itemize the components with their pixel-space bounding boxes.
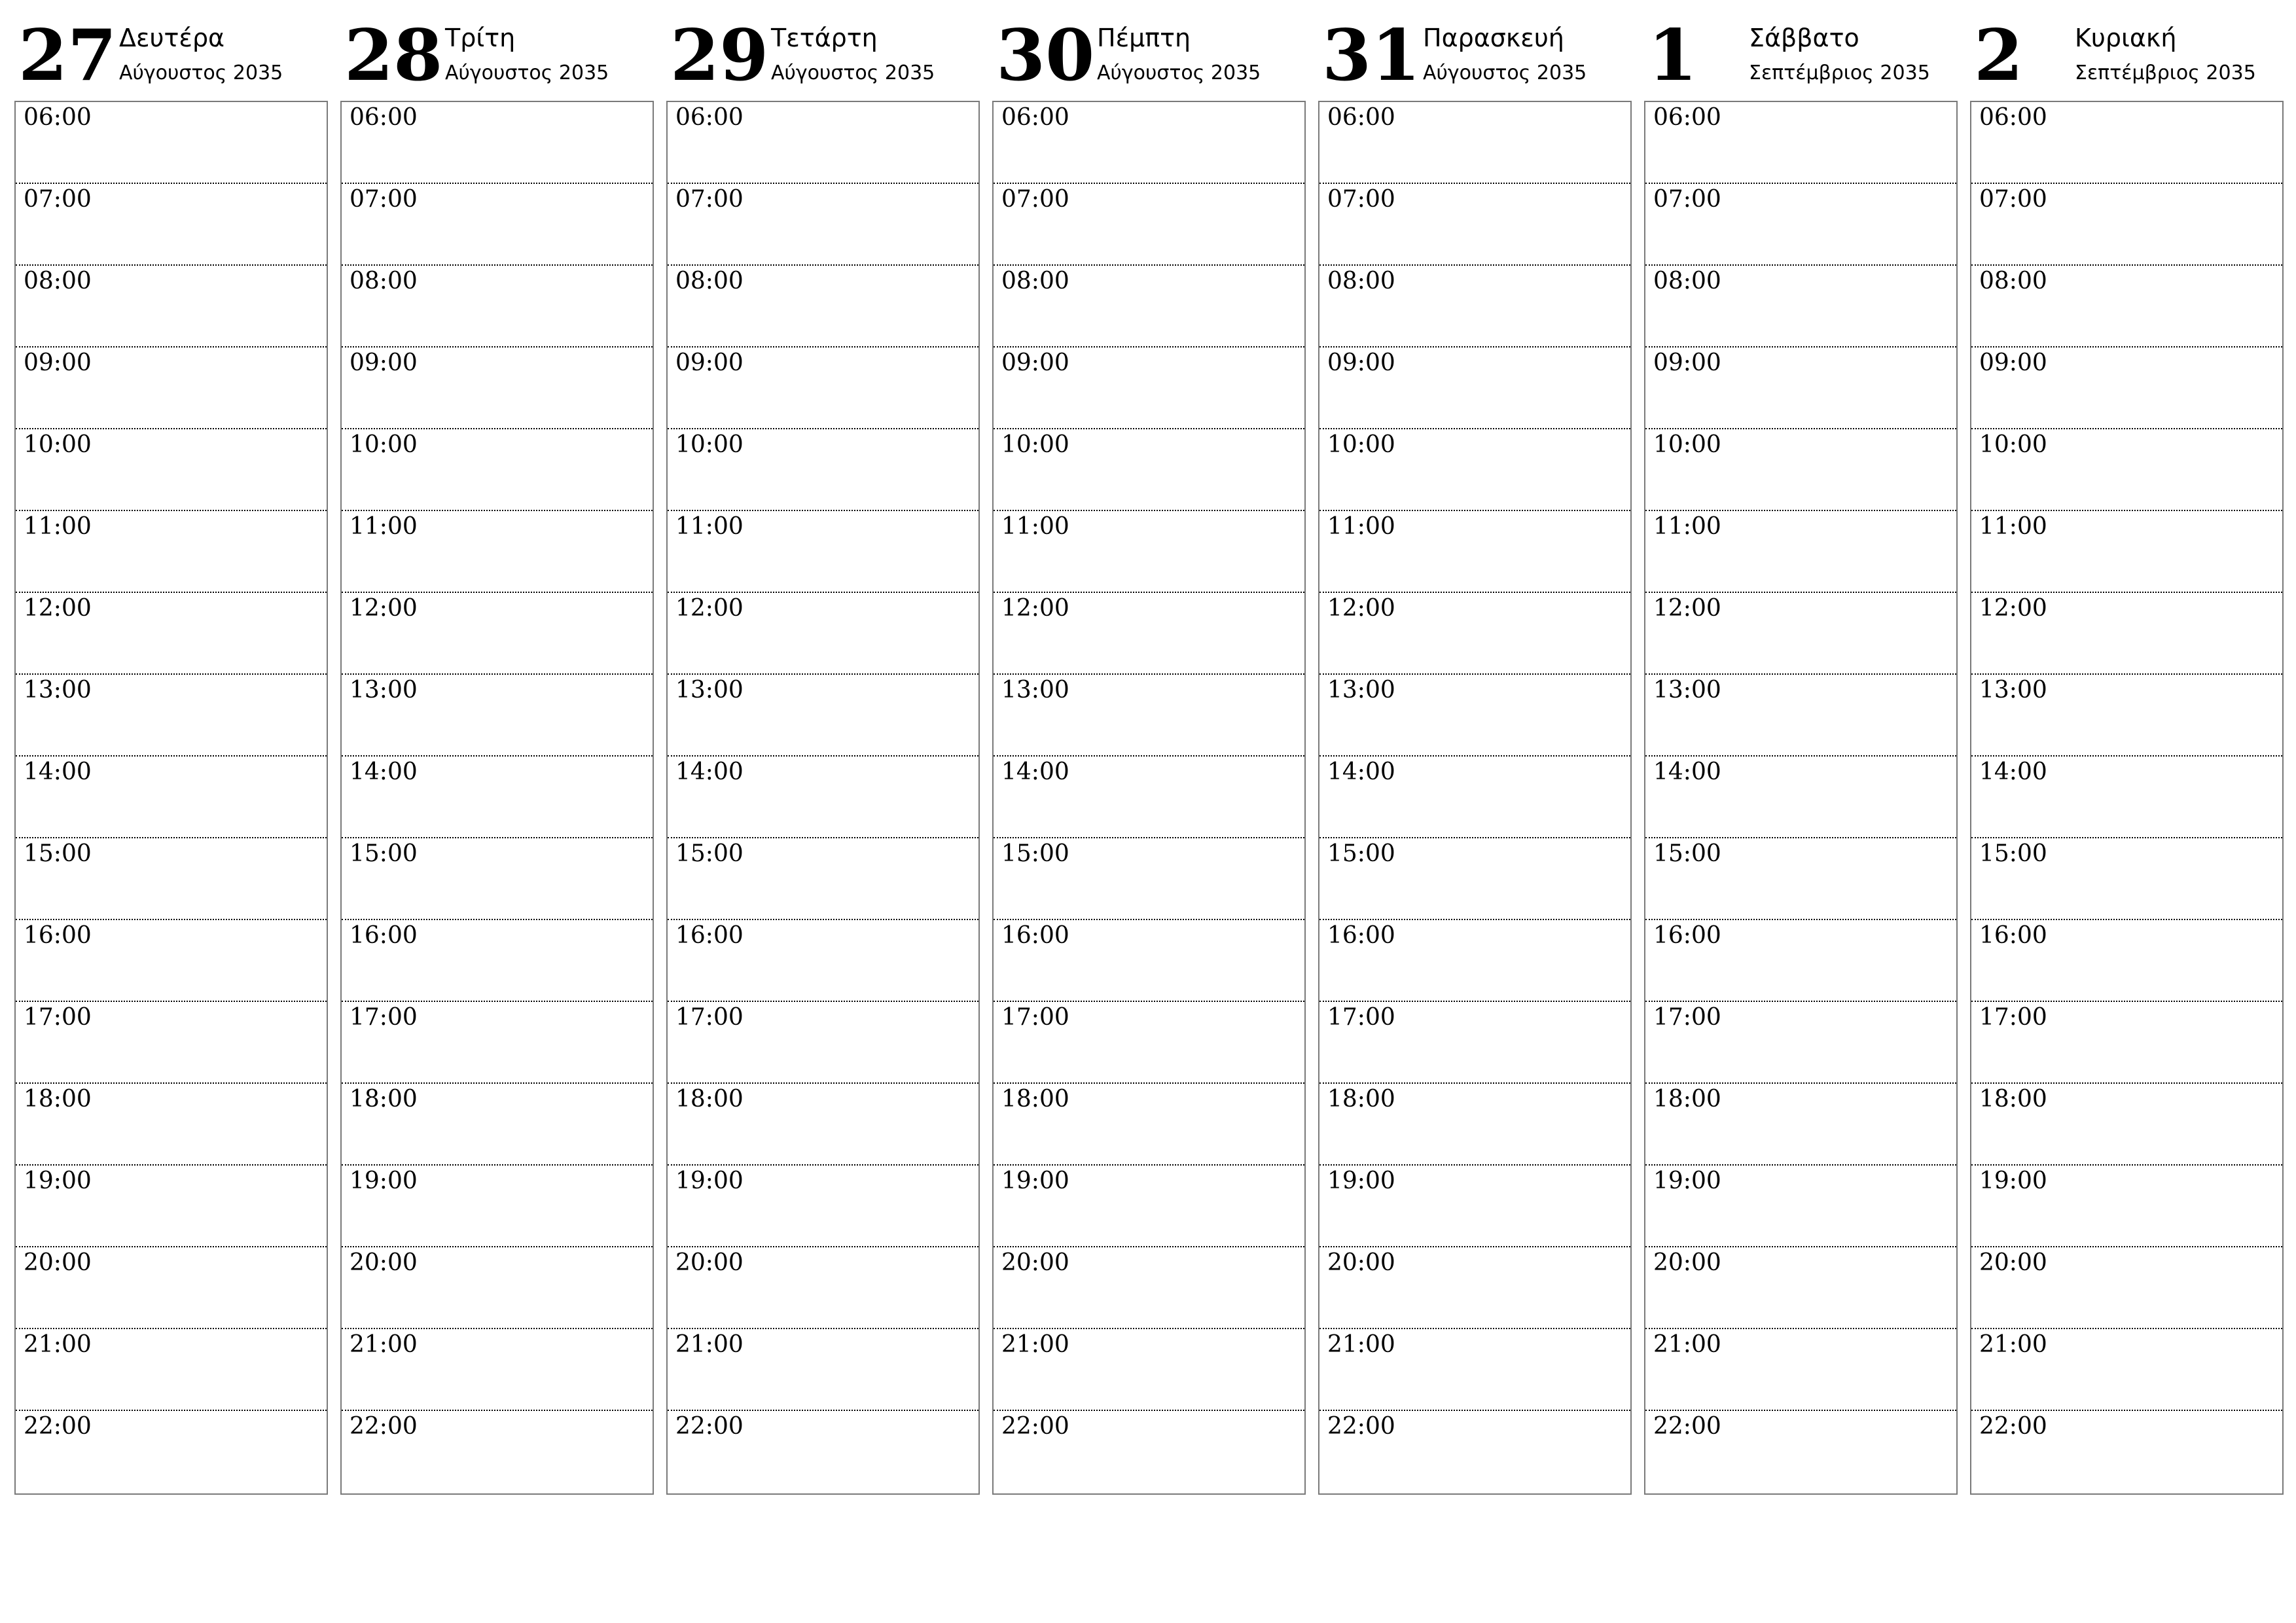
hour-slot[interactable]	[342, 675, 653, 757]
hour-label: 22:00	[1001, 1413, 1069, 1440]
hour-slot[interactable]	[994, 675, 1304, 757]
hour-slot[interactable]	[1645, 1247, 1956, 1329]
hour-slot[interactable]	[994, 348, 1304, 429]
hour-label: 18:00	[675, 1086, 744, 1113]
hour-slot[interactable]	[342, 429, 653, 511]
hour-label: 13:00	[1001, 677, 1069, 704]
hour-label: 10:00	[24, 431, 92, 458]
hour-label: 06:00	[1653, 104, 1721, 131]
hour-label: 20:00	[350, 1249, 418, 1276]
hour-label: 09:00	[1653, 349, 1721, 376]
hour-label: 07:00	[1653, 186, 1721, 213]
hour-slot[interactable]	[342, 1329, 653, 1411]
hour-slot[interactable]	[1645, 1002, 1956, 1084]
hour-label: 13:00	[1327, 677, 1395, 704]
weekday-name: Παρασκευή	[1423, 24, 1564, 52]
hour-label: 22:00	[1653, 1413, 1721, 1440]
hour-slot[interactable]	[1645, 102, 1956, 184]
hour-slot[interactable]	[342, 1411, 653, 1493]
hour-label: 12:00	[24, 595, 92, 622]
weekday-name: Πέμπτη	[1097, 24, 1191, 52]
hour-slot[interactable]	[1319, 348, 1630, 429]
hour-slot[interactable]	[16, 1329, 327, 1411]
hour-label: 21:00	[1979, 1331, 2047, 1358]
hour-slot[interactable]	[1319, 1329, 1630, 1411]
hour-slot[interactable]	[668, 1411, 978, 1493]
weekday-name: Τρίτη	[445, 24, 516, 52]
hour-slot[interactable]	[668, 1329, 978, 1411]
hour-slot[interactable]	[16, 266, 327, 348]
hour-label: 15:00	[1327, 840, 1395, 867]
hour-label: 08:00	[1979, 268, 2047, 294]
hour-label: 19:00	[675, 1168, 744, 1194]
day-number: 27	[18, 14, 117, 97]
hour-slot[interactable]	[16, 348, 327, 429]
hour-slot[interactable]	[668, 675, 978, 757]
hour-label: 14:00	[1653, 758, 1721, 785]
month-year-label: Αύγουστος 2035	[1423, 62, 1587, 84]
hour-label: 17:00	[1653, 1004, 1721, 1031]
hour-slot[interactable]	[16, 184, 327, 266]
hour-slot[interactable]	[1319, 675, 1630, 757]
hour-slot[interactable]	[1971, 1329, 2282, 1411]
hour-label: 07:00	[1327, 186, 1395, 213]
hour-label: 18:00	[1001, 1086, 1069, 1113]
hour-slot[interactable]	[994, 1329, 1304, 1411]
hour-label: 18:00	[1653, 1086, 1721, 1113]
day-header	[1644, 0, 1958, 98]
hour-label: 17:00	[675, 1004, 744, 1031]
day-schedule-box	[14, 101, 328, 1495]
hour-slot[interactable]	[342, 838, 653, 920]
hour-slot[interactable]	[16, 511, 327, 593]
hour-slot[interactable]	[1319, 266, 1630, 348]
hour-label: 06:00	[675, 104, 744, 131]
hour-label: 08:00	[1653, 268, 1721, 294]
hour-label: 20:00	[675, 1249, 744, 1276]
month-year-label: Αύγουστος 2035	[445, 62, 609, 84]
hour-label: 06:00	[1001, 104, 1069, 131]
hour-slot[interactable]	[668, 266, 978, 348]
day-number: 29	[670, 14, 769, 97]
hour-slot[interactable]	[342, 757, 653, 838]
hour-slot[interactable]	[1971, 1002, 2282, 1084]
hour-label: 19:00	[24, 1168, 92, 1194]
hour-label: 21:00	[1327, 1331, 1395, 1358]
day-header	[666, 0, 980, 98]
hour-label: 15:00	[24, 840, 92, 867]
hour-slot[interactable]	[994, 838, 1304, 920]
hour-slot[interactable]	[342, 1247, 653, 1329]
hour-slot[interactable]	[668, 1002, 978, 1084]
hour-slot[interactable]	[1971, 920, 2282, 1002]
hour-slot[interactable]	[16, 675, 327, 757]
hour-slot[interactable]	[342, 1002, 653, 1084]
day-schedule-box	[340, 101, 654, 1495]
hour-label: 14:00	[1001, 758, 1069, 785]
hour-label: 14:00	[1327, 758, 1395, 785]
hour-slot[interactable]	[1971, 1247, 2282, 1329]
hour-slot[interactable]	[1971, 511, 2282, 593]
hour-slot[interactable]	[668, 838, 978, 920]
hour-slot[interactable]	[16, 1002, 327, 1084]
hour-label: 16:00	[24, 922, 92, 949]
hour-label: 13:00	[675, 677, 744, 704]
hour-label: 16:00	[1001, 922, 1069, 949]
hour-label: 07:00	[24, 186, 92, 213]
hour-label: 11:00	[1327, 513, 1395, 540]
hour-label: 13:00	[1979, 677, 2047, 704]
weekday-name: Κυριακή	[2075, 24, 2177, 52]
day-schedule-box	[1318, 101, 1632, 1495]
hour-label: 17:00	[24, 1004, 92, 1031]
hour-label: 19:00	[350, 1168, 418, 1194]
hour-slot[interactable]	[1319, 1247, 1630, 1329]
hour-slot[interactable]	[668, 1084, 978, 1166]
day-header	[992, 0, 1306, 98]
hour-slot[interactable]	[1319, 1084, 1630, 1166]
hour-label: 22:00	[24, 1413, 92, 1440]
hour-label: 14:00	[350, 758, 418, 785]
hour-label: 19:00	[1001, 1168, 1069, 1194]
hour-slot[interactable]	[994, 184, 1304, 266]
hour-label: 12:00	[675, 595, 744, 622]
hour-label: 16:00	[350, 922, 418, 949]
hour-slot[interactable]	[668, 102, 978, 184]
hour-slot[interactable]	[16, 1247, 327, 1329]
hour-label: 14:00	[24, 758, 92, 785]
hour-slot[interactable]	[16, 1166, 327, 1247]
hour-label: 20:00	[1979, 1249, 2047, 1276]
hour-slot[interactable]	[16, 593, 327, 675]
day-header	[14, 0, 328, 98]
hour-label: 07:00	[1979, 186, 2047, 213]
hour-slot[interactable]	[668, 757, 978, 838]
hour-label: 06:00	[1979, 104, 2047, 131]
hour-slot[interactable]	[342, 184, 653, 266]
hour-slot[interactable]	[1645, 757, 1956, 838]
hour-slot[interactable]	[1319, 102, 1630, 184]
hour-slot[interactable]	[994, 1002, 1304, 1084]
hour-slot[interactable]	[1645, 1411, 1956, 1493]
hour-slot[interactable]	[1971, 675, 2282, 757]
hour-slot[interactable]	[668, 593, 978, 675]
hour-label: 18:00	[350, 1086, 418, 1113]
hour-slot[interactable]	[994, 593, 1304, 675]
hour-slot[interactable]	[1645, 838, 1956, 920]
hour-slot[interactable]	[994, 1247, 1304, 1329]
hour-label: 21:00	[1001, 1331, 1069, 1358]
hour-slot[interactable]	[1645, 1329, 1956, 1411]
hour-slot[interactable]	[1645, 429, 1956, 511]
hour-label: 18:00	[1979, 1086, 2047, 1113]
hour-slot[interactable]	[1645, 1166, 1956, 1247]
day-schedule-box	[666, 101, 980, 1495]
month-year-label: Σεπτέμβριος 2035	[2075, 62, 2256, 84]
month-year-label: Σεπτέμβριος 2035	[1749, 62, 1930, 84]
hour-label: 07:00	[1001, 186, 1069, 213]
hour-slot[interactable]	[16, 1411, 327, 1493]
hour-label: 21:00	[675, 1331, 744, 1358]
hour-slot[interactable]	[1971, 593, 2282, 675]
hour-slot[interactable]	[342, 102, 653, 184]
hour-label: 16:00	[675, 922, 744, 949]
hour-label: 09:00	[675, 349, 744, 376]
hour-slot[interactable]	[668, 184, 978, 266]
hour-label: 11:00	[1001, 513, 1069, 540]
hour-label: 15:00	[675, 840, 744, 867]
hour-label: 10:00	[1653, 431, 1721, 458]
hour-label: 22:00	[675, 1413, 744, 1440]
hour-slot[interactable]	[1971, 1411, 2282, 1493]
hour-slot[interactable]	[1319, 1002, 1630, 1084]
hour-label: 20:00	[24, 1249, 92, 1276]
hour-slot[interactable]	[1971, 266, 2282, 348]
hour-label: 13:00	[1653, 677, 1721, 704]
day-header	[1318, 0, 1632, 98]
hour-slot[interactable]	[1319, 593, 1630, 675]
hour-label: 13:00	[24, 677, 92, 704]
hour-label: 12:00	[1653, 595, 1721, 622]
hour-label: 10:00	[1327, 431, 1395, 458]
weekday-name: Σάββατο	[1749, 24, 1859, 52]
hour-label: 06:00	[350, 104, 418, 131]
hour-slot[interactable]	[16, 102, 327, 184]
day-schedule-box	[1970, 101, 2284, 1495]
hour-label: 14:00	[675, 758, 744, 785]
hour-slot[interactable]	[1971, 1084, 2282, 1166]
hour-label: 22:00	[1979, 1413, 2047, 1440]
hour-slot[interactable]	[1319, 1411, 1630, 1493]
day-schedule-box	[1644, 101, 1958, 1495]
hour-label: 12:00	[1001, 595, 1069, 622]
weekday-name: Δευτέρα	[119, 24, 225, 52]
hour-slot[interactable]	[668, 920, 978, 1002]
hour-label: 12:00	[350, 595, 418, 622]
hour-label: 15:00	[1653, 840, 1721, 867]
hour-slot[interactable]	[342, 1166, 653, 1247]
month-year-label: Αύγουστος 2035	[771, 62, 935, 84]
hour-label: 18:00	[24, 1086, 92, 1113]
hour-label: 09:00	[350, 349, 418, 376]
hour-label: 08:00	[24, 268, 92, 294]
day-number: 1	[1648, 14, 1698, 97]
weekday-name: Τετάρτη	[771, 24, 878, 52]
hour-label: 16:00	[1653, 922, 1721, 949]
hour-label: 09:00	[1979, 349, 2047, 376]
hour-slot[interactable]	[1971, 429, 2282, 511]
hour-label: 10:00	[1979, 431, 2047, 458]
hour-slot[interactable]	[668, 348, 978, 429]
hour-slot[interactable]	[1971, 348, 2282, 429]
hour-label: 11:00	[1979, 513, 2047, 540]
hour-label: 12:00	[1327, 595, 1395, 622]
hour-label: 15:00	[1001, 840, 1069, 867]
hour-label: 19:00	[1653, 1168, 1721, 1194]
day-header	[1970, 0, 2284, 98]
hour-slot[interactable]	[1319, 1166, 1630, 1247]
hour-label: 11:00	[1653, 513, 1721, 540]
hour-label: 10:00	[1001, 431, 1069, 458]
hour-slot[interactable]	[994, 102, 1304, 184]
month-year-label: Αύγουστος 2035	[119, 62, 283, 84]
hour-label: 11:00	[350, 513, 418, 540]
hour-slot[interactable]	[994, 429, 1304, 511]
hour-label: 18:00	[1327, 1086, 1395, 1113]
hour-slot[interactable]	[1645, 511, 1956, 593]
day-schedule-box	[992, 101, 1306, 1495]
hour-label: 13:00	[350, 677, 418, 704]
hour-slot[interactable]	[1319, 511, 1630, 593]
hour-slot[interactable]	[994, 920, 1304, 1002]
hour-slot[interactable]	[1645, 675, 1956, 757]
hour-label: 21:00	[350, 1331, 418, 1358]
hour-label: 11:00	[675, 513, 744, 540]
hour-label: 07:00	[350, 186, 418, 213]
hour-slot[interactable]	[1971, 757, 2282, 838]
hour-slot[interactable]	[1319, 838, 1630, 920]
hour-slot[interactable]	[994, 266, 1304, 348]
hour-label: 08:00	[675, 268, 744, 294]
hour-slot[interactable]	[1645, 1084, 1956, 1166]
hour-label: 17:00	[1979, 1004, 2047, 1031]
hour-slot[interactable]	[342, 920, 653, 1002]
hour-label: 12:00	[1979, 595, 2047, 622]
hour-label: 22:00	[350, 1413, 418, 1440]
hour-label: 15:00	[1979, 840, 2047, 867]
hour-slot[interactable]	[1971, 838, 2282, 920]
hour-label: 16:00	[1979, 922, 2047, 949]
hour-label: 08:00	[1327, 268, 1395, 294]
hour-slot[interactable]	[1319, 757, 1630, 838]
hour-slot[interactable]	[1971, 1166, 2282, 1247]
day-number: 30	[996, 14, 1095, 97]
hour-label: 14:00	[1979, 758, 2047, 785]
hour-label: 10:00	[675, 431, 744, 458]
hour-slot[interactable]	[1645, 593, 1956, 675]
hour-slot[interactable]	[342, 511, 653, 593]
hour-label: 11:00	[24, 513, 92, 540]
day-number: 28	[344, 14, 443, 97]
hour-label: 20:00	[1653, 1249, 1721, 1276]
hour-label: 21:00	[1653, 1331, 1721, 1358]
hour-slot[interactable]	[1971, 102, 2282, 184]
hour-slot[interactable]	[1319, 429, 1630, 511]
hour-label: 08:00	[350, 268, 418, 294]
hour-label: 19:00	[1327, 1168, 1395, 1194]
hour-label: 17:00	[1327, 1004, 1395, 1031]
day-number: 31	[1322, 14, 1421, 97]
hour-label: 17:00	[350, 1004, 418, 1031]
hour-label: 16:00	[1327, 922, 1395, 949]
hour-label: 09:00	[1001, 349, 1069, 376]
hour-slot[interactable]	[1645, 348, 1956, 429]
hour-label: 09:00	[1327, 349, 1395, 376]
hour-label: 20:00	[1001, 1249, 1069, 1276]
hour-label: 10:00	[350, 431, 418, 458]
hour-slot[interactable]	[668, 1166, 978, 1247]
hour-slot[interactable]	[1645, 920, 1956, 1002]
hour-slot[interactable]	[342, 1084, 653, 1166]
hour-label: 22:00	[1327, 1413, 1395, 1440]
hour-slot[interactable]	[342, 266, 653, 348]
hour-slot[interactable]	[668, 511, 978, 593]
hour-label: 17:00	[1001, 1004, 1069, 1031]
day-number: 2	[1974, 14, 2024, 97]
hour-label: 15:00	[350, 840, 418, 867]
month-year-label: Αύγουστος 2035	[1097, 62, 1261, 84]
hour-slot[interactable]	[16, 429, 327, 511]
hour-slot[interactable]	[16, 920, 327, 1002]
hour-slot[interactable]	[1645, 266, 1956, 348]
hour-label: 06:00	[1327, 104, 1395, 131]
hour-slot[interactable]	[342, 593, 653, 675]
hour-slot[interactable]	[16, 1084, 327, 1166]
day-header	[340, 0, 654, 98]
hour-label: 09:00	[24, 349, 92, 376]
hour-slot[interactable]	[1319, 920, 1630, 1002]
hour-label: 08:00	[1001, 268, 1069, 294]
hour-slot[interactable]	[16, 757, 327, 838]
hour-slot[interactable]	[1645, 184, 1956, 266]
hour-slot[interactable]	[994, 1166, 1304, 1247]
hour-slot[interactable]	[16, 838, 327, 920]
hour-slot[interactable]	[1319, 184, 1630, 266]
hour-slot[interactable]	[994, 757, 1304, 838]
hour-slot[interactable]	[342, 348, 653, 429]
hour-slot[interactable]	[994, 511, 1304, 593]
hour-label: 21:00	[24, 1331, 92, 1358]
hour-label: 07:00	[675, 186, 744, 213]
hour-slot[interactable]	[668, 429, 978, 511]
hour-slot[interactable]	[994, 1411, 1304, 1493]
hour-label: 19:00	[1979, 1168, 2047, 1194]
hour-slot[interactable]	[668, 1247, 978, 1329]
hour-label: 20:00	[1327, 1249, 1395, 1276]
hour-slot[interactable]	[1971, 184, 2282, 266]
hour-label: 06:00	[24, 104, 92, 131]
hour-slot[interactable]	[994, 1084, 1304, 1166]
